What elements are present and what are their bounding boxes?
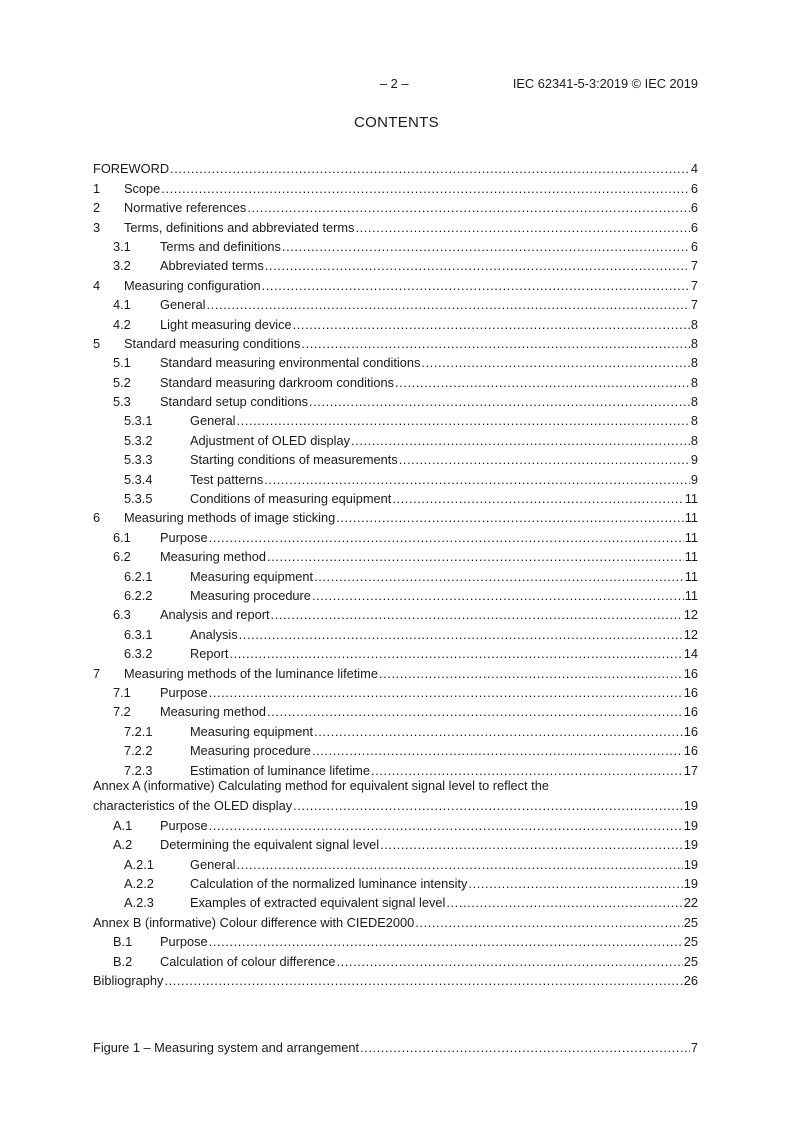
toc-entry-page: 8 xyxy=(690,355,698,371)
toc-leader-dots xyxy=(355,220,689,235)
toc-leader-dots xyxy=(209,685,683,700)
toc-entry-title: Measuring methods of image sticking xyxy=(124,510,336,526)
toc-entry-page: 12 xyxy=(683,607,698,623)
toc-entry[interactable] xyxy=(93,642,698,661)
toc-entry-title: Bibliography xyxy=(93,972,164,988)
toc-entry[interactable] xyxy=(93,564,698,583)
toc-entry-title: Estimation of luminance lifetime xyxy=(190,762,370,778)
toc-leader-dots xyxy=(262,278,690,293)
toc-entry-page: 17 xyxy=(683,762,698,778)
toc-leader-dots xyxy=(229,646,682,661)
toc-leader-dots xyxy=(293,798,683,813)
toc-entry-number: 4.2 xyxy=(113,316,131,332)
toc-entry[interactable] xyxy=(93,293,698,312)
toc-leader-dots xyxy=(380,837,683,852)
toc-entry[interactable] xyxy=(93,312,698,331)
toc-entry[interactable] xyxy=(93,176,698,195)
toc-leader-dots xyxy=(312,588,684,603)
toc-entry[interactable] xyxy=(93,525,698,544)
toc-entry-number: 7.2 xyxy=(113,704,131,720)
toc-entry-number: 7.1 xyxy=(113,684,131,700)
toc-leader-dots xyxy=(239,627,683,642)
toc-entry[interactable] xyxy=(93,622,698,641)
toc-entry-number: 7 xyxy=(93,665,101,681)
toc-leader-dots xyxy=(392,491,683,506)
toc-entry-page: 8 xyxy=(690,413,698,429)
toc-entry[interactable] xyxy=(93,603,698,622)
toc-leader-dots xyxy=(164,973,682,988)
toc-entry-number: 5.1 xyxy=(113,355,131,371)
toc-entry-number: 4 xyxy=(93,277,101,293)
toc-entry-title: Measuring procedure xyxy=(190,743,311,759)
toc-entry-page: 25 xyxy=(683,914,698,930)
toc-entry-title: General xyxy=(190,856,236,872)
toc-entry-title: Purpose xyxy=(160,684,208,700)
toc-entry[interactable] xyxy=(93,872,698,891)
toc-entry-page: 19 xyxy=(683,837,698,853)
toc-entry-number: 3.2 xyxy=(113,258,131,274)
toc-entry-title: characteristics of the OLED display xyxy=(93,798,293,814)
toc-entry[interactable] xyxy=(93,157,698,176)
toc-leader-dots xyxy=(379,666,683,681)
toc-entry-number: 7.2.3 xyxy=(124,762,153,778)
toc-entry-number: 5.3.5 xyxy=(124,491,153,507)
toc-entry-number: 5.3.4 xyxy=(124,471,153,487)
toc-leader-dots xyxy=(421,355,690,370)
toc-entry-number: 1 xyxy=(93,180,101,196)
toc-entry-page: 8 xyxy=(690,432,698,448)
toc-leader-dots xyxy=(282,239,690,254)
toc-entry-page: 16 xyxy=(683,723,698,739)
toc-entry-title: Measuring method xyxy=(160,704,266,720)
toc-leader-dots xyxy=(271,607,683,622)
toc-entry-page: 11 xyxy=(684,529,698,545)
toc-entry-annex-line1[interactable]: Annex A (informative) Calculating method for equivalent signal level to reflect the xyxy=(93,777,549,793)
toc-entry-title: Conditions of measuring equipment xyxy=(190,491,392,507)
toc-entry-number: 4.1 xyxy=(113,297,131,313)
toc-entry-title: Report xyxy=(190,646,229,662)
toc-entry-page: 8 xyxy=(690,335,698,351)
toc-entry-page: 16 xyxy=(683,743,698,759)
toc-entry-page: 7 xyxy=(690,277,698,293)
toc-leader-dots xyxy=(312,743,683,758)
toc-leader-dots xyxy=(264,472,690,487)
toc-entry-title: Annex B (informative) Colour difference with CIEDE2000 xyxy=(93,914,415,930)
toc-leader-dots xyxy=(209,818,683,833)
figure-entry-page: 7 xyxy=(690,1040,698,1056)
toc-entry-title: Terms, definitions and abbreviated terms xyxy=(124,219,355,235)
toc-entry[interactable] xyxy=(93,813,698,832)
toc-entry[interactable] xyxy=(93,409,698,428)
toc-leader-dots xyxy=(314,724,683,739)
toc-entry-number: 3 xyxy=(93,219,101,235)
toc-leader-dots xyxy=(309,394,690,409)
toc-leader-dots xyxy=(351,433,690,448)
toc-entry-number: A.2.3 xyxy=(124,895,154,911)
toc-entry-number: B.2 xyxy=(113,953,133,969)
toc-entry-title: Scope xyxy=(124,180,161,196)
toc-entry-page: 11 xyxy=(684,491,698,507)
toc-entry-page: 8 xyxy=(690,374,698,390)
toc-entry-page: 7 xyxy=(690,297,698,313)
toc-entry-title: Measuring equipment xyxy=(190,723,314,739)
toc-entry[interactable] xyxy=(93,969,698,988)
toc-entry-title: Adjustment of OLED display xyxy=(190,432,351,448)
toc-leader-dots xyxy=(468,876,682,891)
toc-entry-number: 5.2 xyxy=(113,374,131,390)
toc-entry[interactable] xyxy=(93,506,698,525)
toc-entry-title: Analysis xyxy=(190,626,238,642)
toc-entry[interactable] xyxy=(93,661,698,680)
toc-entry-page: 11 xyxy=(684,587,698,603)
toc-leader-dots xyxy=(161,181,690,196)
toc-entry-page: 19 xyxy=(683,856,698,872)
toc-entry-number: 7.2.1 xyxy=(124,723,153,739)
toc-leader-dots xyxy=(207,297,690,312)
toc-entry[interactable] xyxy=(93,700,698,719)
toc-entry-title: Measuring equipment xyxy=(190,568,314,584)
toc-entry-title: Standard measuring environmental conditions xyxy=(160,355,421,371)
toc-entry[interactable] xyxy=(93,758,698,777)
toc-entry-page: 25 xyxy=(683,953,698,969)
toc-entry[interactable] xyxy=(93,390,698,409)
toc-entry[interactable] xyxy=(93,370,698,389)
toc-entry-title: General xyxy=(190,413,236,429)
toc-entry[interactable] xyxy=(93,428,698,447)
toc-entry-title: Purpose xyxy=(160,934,208,950)
toc-entry-page: 16 xyxy=(683,704,698,720)
toc-entry-page: 6 xyxy=(690,200,698,216)
toc-leader-dots xyxy=(446,895,682,910)
toc-entry[interactable] xyxy=(93,215,698,234)
toc-leader-dots xyxy=(209,934,683,949)
toc-entry-number: 6.1 xyxy=(113,529,131,545)
toc-entry-page: 16 xyxy=(683,665,698,681)
toc-entry-page: 25 xyxy=(683,934,698,950)
toc-entry[interactable] xyxy=(93,794,698,813)
toc-leader-dots xyxy=(336,954,682,969)
toc-entry[interactable] xyxy=(93,833,698,852)
toc-entry-page: 12 xyxy=(683,626,698,642)
toc-entry-page: 6 xyxy=(690,238,698,254)
toc-entry-page: 11 xyxy=(684,510,698,526)
toc-entry[interactable] xyxy=(93,719,698,738)
toc-entry-number: A.1 xyxy=(113,817,133,833)
toc-entry[interactable] xyxy=(93,273,698,292)
toc-leader-dots xyxy=(267,704,683,719)
toc-entry-title: Calculation of the normalized luminance intensity xyxy=(190,875,468,891)
toc-entry-title: Light measuring device xyxy=(160,316,292,332)
toc-entry[interactable] xyxy=(93,332,698,351)
toc-entry-number: 2 xyxy=(93,200,101,216)
toc-entry[interactable] xyxy=(93,739,698,758)
toc-leader-dots xyxy=(267,549,684,564)
list-of-figures xyxy=(93,1036,698,1055)
toc-entry[interactable] xyxy=(93,254,698,273)
toc-entry[interactable] xyxy=(93,351,698,370)
toc-leader-dots xyxy=(237,857,683,872)
toc-entry[interactable] xyxy=(93,681,698,700)
toc-entry-number: 7.2.2 xyxy=(124,743,153,759)
toc-entry-page: 19 xyxy=(683,798,698,814)
toc-entry-number: A.2.1 xyxy=(124,856,154,872)
toc-leader-dots xyxy=(395,375,690,390)
toc-leader-dots xyxy=(371,763,683,778)
toc-entry-title: Abbreviated terms xyxy=(160,258,264,274)
toc-entry-page: 4 xyxy=(690,161,698,177)
toc-entry-title: Terms and definitions xyxy=(160,238,281,254)
toc-entry-title: General xyxy=(160,297,206,313)
toc-entry[interactable] xyxy=(93,487,698,506)
toc-entry-page: 6 xyxy=(690,219,698,235)
toc-entry[interactable] xyxy=(93,930,698,949)
toc-entry-page: 22 xyxy=(683,895,698,911)
toc-entry-page: 7 xyxy=(690,258,698,274)
toc-entry-title: Purpose xyxy=(160,529,208,545)
toc-entry[interactable] xyxy=(93,467,698,486)
toc-entry[interactable] xyxy=(93,910,698,929)
toc-entry-page: 19 xyxy=(683,875,698,891)
toc-entry-title: Purpose xyxy=(160,817,208,833)
toc-leader-dots xyxy=(314,569,684,584)
toc-leader-dots xyxy=(247,200,690,215)
toc-entry-page: 11 xyxy=(684,549,698,565)
toc-entry-page: 14 xyxy=(683,646,698,662)
figure-entry[interactable] xyxy=(93,1036,698,1055)
toc-leader-dots xyxy=(209,530,684,545)
toc-leader-dots xyxy=(415,915,683,930)
toc-entry-title: Standard measuring conditions xyxy=(124,335,301,351)
toc-leader-dots xyxy=(170,161,690,176)
toc-entry-number: 6.2.1 xyxy=(124,568,153,584)
toc-entry-title: Standard measuring darkroom conditions xyxy=(160,374,395,390)
toc-entry-title: Examples of extracted equivalent signal level xyxy=(190,895,446,911)
toc-entry-number: 3.1 xyxy=(113,238,131,254)
toc-entry-page: 26 xyxy=(683,972,698,988)
toc-entry[interactable] xyxy=(93,949,698,968)
toc-entry-title: Determining the equivalent signal level xyxy=(160,837,380,853)
toc-leader-dots xyxy=(336,510,683,525)
toc-entry-title: Calculation of colour difference xyxy=(160,953,336,969)
toc-entry-page: 8 xyxy=(690,394,698,410)
toc-entry-page: 6 xyxy=(690,180,698,196)
page-number: – 2 – xyxy=(380,76,409,91)
table-of-contents xyxy=(93,157,698,988)
toc-entry-title: Standard setup conditions xyxy=(160,394,308,410)
toc-entry-page: 19 xyxy=(683,817,698,833)
toc-leader-dots xyxy=(360,1040,690,1055)
standard-reference: IEC 62341-5-3:2019 © IEC 2019 xyxy=(512,76,698,91)
figure-entry-title: Figure 1 – Measuring system and arrangement xyxy=(93,1040,360,1056)
toc-entry-number: 5.3 xyxy=(113,394,131,410)
toc-entry-page: 9 xyxy=(690,471,698,487)
toc-entry-number: 6.3.2 xyxy=(124,646,153,662)
toc-entry-title: Starting conditions of measurements xyxy=(190,452,398,468)
toc-entry-number: B.1 xyxy=(113,934,133,950)
toc-entry-title: Normative references xyxy=(124,200,247,216)
toc-entry-number: 6.2.2 xyxy=(124,587,153,603)
page-title: CONTENTS xyxy=(354,114,439,131)
toc-entry-number: 6.2 xyxy=(113,549,131,565)
toc-leader-dots xyxy=(293,317,690,332)
toc-entry[interactable] xyxy=(93,891,698,910)
toc-entry-title: Test patterns xyxy=(190,471,264,487)
toc-entry[interactable] xyxy=(93,196,698,215)
toc-entry[interactable] xyxy=(93,584,698,603)
toc-entry-number: 6.3 xyxy=(113,607,131,623)
toc-leader-dots xyxy=(265,258,690,273)
toc-entry-number: 5.3.3 xyxy=(124,452,153,468)
toc-entry-title: FOREWORD xyxy=(93,161,170,177)
toc-entry-title: Measuring procedure xyxy=(190,587,311,603)
toc-leader-dots xyxy=(237,413,690,428)
toc-entry-number: A.2.2 xyxy=(124,875,154,891)
toc-entry-page: 9 xyxy=(690,452,698,468)
toc-entry-title: Analysis and report xyxy=(160,607,270,623)
toc-entry-number: A.2 xyxy=(113,837,133,853)
toc-entry[interactable] xyxy=(93,852,698,871)
toc-entry-title: Measuring methods of the luminance lifetime xyxy=(124,665,378,681)
toc-entry-number: 5 xyxy=(93,335,101,351)
toc-entry-title: Measuring configuration xyxy=(124,277,261,293)
toc-entry[interactable] xyxy=(93,235,698,254)
toc-entry-number: 6 xyxy=(93,510,101,526)
toc-leader-dots xyxy=(301,336,689,351)
toc-entry-number: 5.3.2 xyxy=(124,432,153,448)
toc-entry-number: 6.3.1 xyxy=(124,626,153,642)
toc-entry-page: 16 xyxy=(683,684,698,700)
toc-entry-title: Measuring method xyxy=(160,549,266,565)
toc-entry-page: 11 xyxy=(684,568,698,584)
toc-entry-page: 8 xyxy=(690,316,698,332)
toc-leader-dots xyxy=(399,452,690,467)
toc-entry[interactable] xyxy=(93,448,698,467)
toc-entry-number: 5.3.1 xyxy=(124,413,153,429)
toc-entry[interactable] xyxy=(93,545,698,564)
